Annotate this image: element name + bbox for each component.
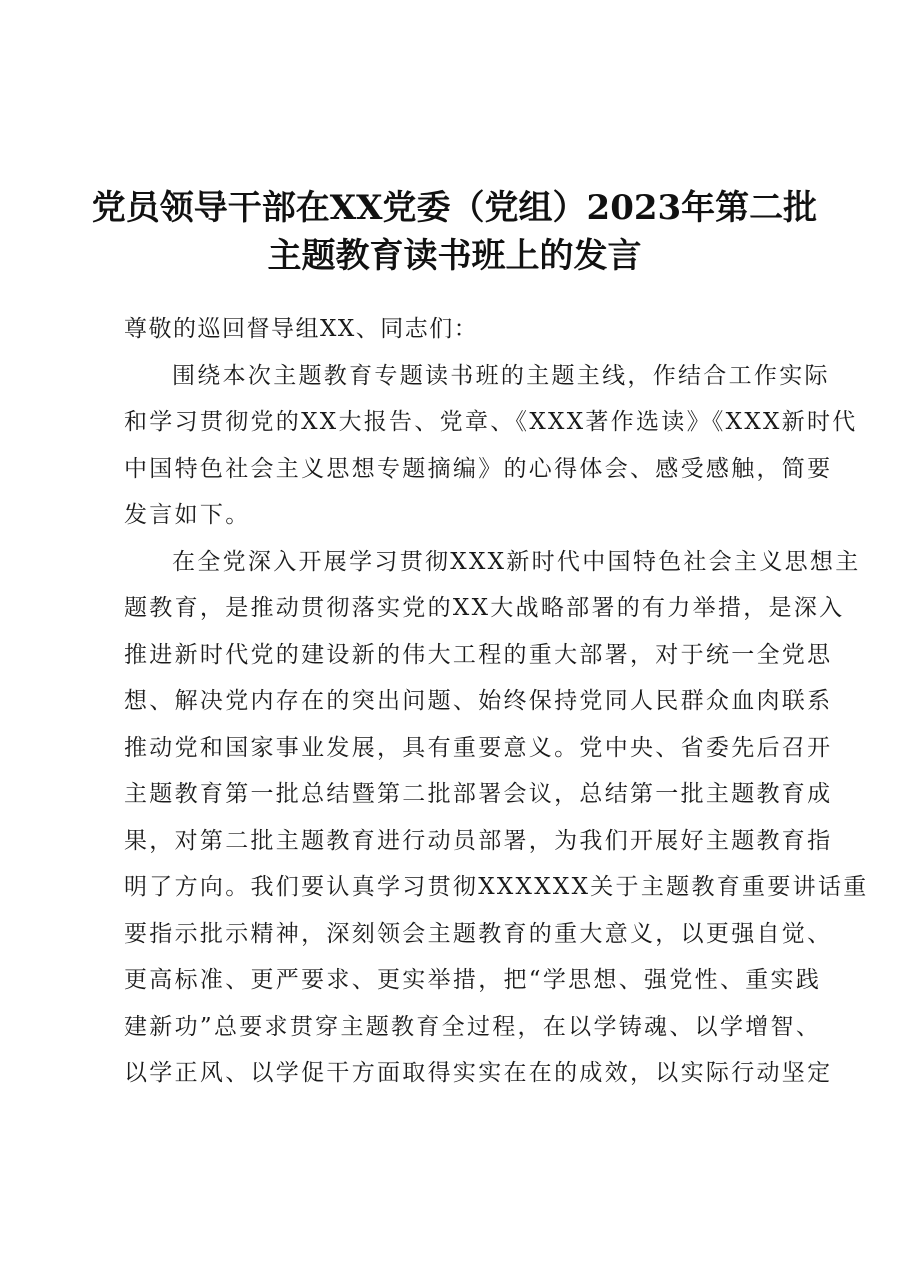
paragraph-2-line: 更高标准、更严要求、更实举措，把“学思想、强党性、重实践 — [124, 967, 822, 993]
paragraph-2-line: 以学正风、以学促干方面取得实实在在的成效，以实际行动坚定 — [124, 1060, 833, 1086]
paragraph-1-line: 围绕本次主题教育专题读书班的主题主线，作结合工作实际 — [172, 362, 830, 389]
paragraph-2-line: 题教育，是推动贯彻落实党的XX大战略部署的有力举措，是深入 — [124, 595, 845, 621]
paragraph-2-line: 要指示批示精神，深刻领会主题教育的重大意义，以更强自觉、 — [124, 920, 833, 947]
paragraph-2-line: 果，对第二批主题教育进行动员部署，为我们开展好主题教育指 — [124, 827, 833, 854]
paragraph-2-line: 主题教育第一批总结暨第二批部署会议，总结第一批主题教育成 — [124, 781, 833, 807]
paragraph-2-line: 在全党深入开展学习贯彻XXX新时代中国特色社会主义思想主 — [172, 548, 861, 575]
paragraph-1 — [124, 353, 858, 539]
paragraph-2-line: 建新功”总要求贯穿主题教育全过程，在以学铸魂、以学增智、 — [124, 1013, 822, 1040]
document-title-line-2: 主题教育读书班上的发言 — [267, 236, 642, 276]
paragraph-2-line: 推进新时代党的建设新的伟大工程的重大部署，对于统一全党思 — [124, 641, 833, 668]
paragraph-2 — [124, 539, 869, 1097]
paragraph-1-line: 和学习贯彻党的XX大报告、党章、《XXX著作选读》《XXX新时代 — [124, 409, 858, 435]
paragraph-1-line: 中国特色社会主义思想专题摘编》的心得体会、感受感触，简要 — [124, 455, 833, 482]
paragraph-2-line: 想、解决党内存在的突出问题、始终保持党同人民群众血肉联系 — [124, 688, 833, 714]
paragraph-2-line: 推动党和国家事业发展，具有重要意义。党中央、省委先后召开 — [124, 734, 833, 761]
paragraph-1-line: 发言如下。 — [124, 502, 251, 528]
document-title-line-1: 党员领导干部在XX党委（党组）2023年第二批 — [91, 188, 818, 228]
paragraph-2-line: 明了方向。我们要认真学习贯彻XXXXXX关于主题教育重要讲话重 — [124, 874, 869, 900]
greeting: 尊敬的巡回督导组XX、同志们： — [124, 316, 479, 342]
document-body — [124, 306, 869, 1097]
